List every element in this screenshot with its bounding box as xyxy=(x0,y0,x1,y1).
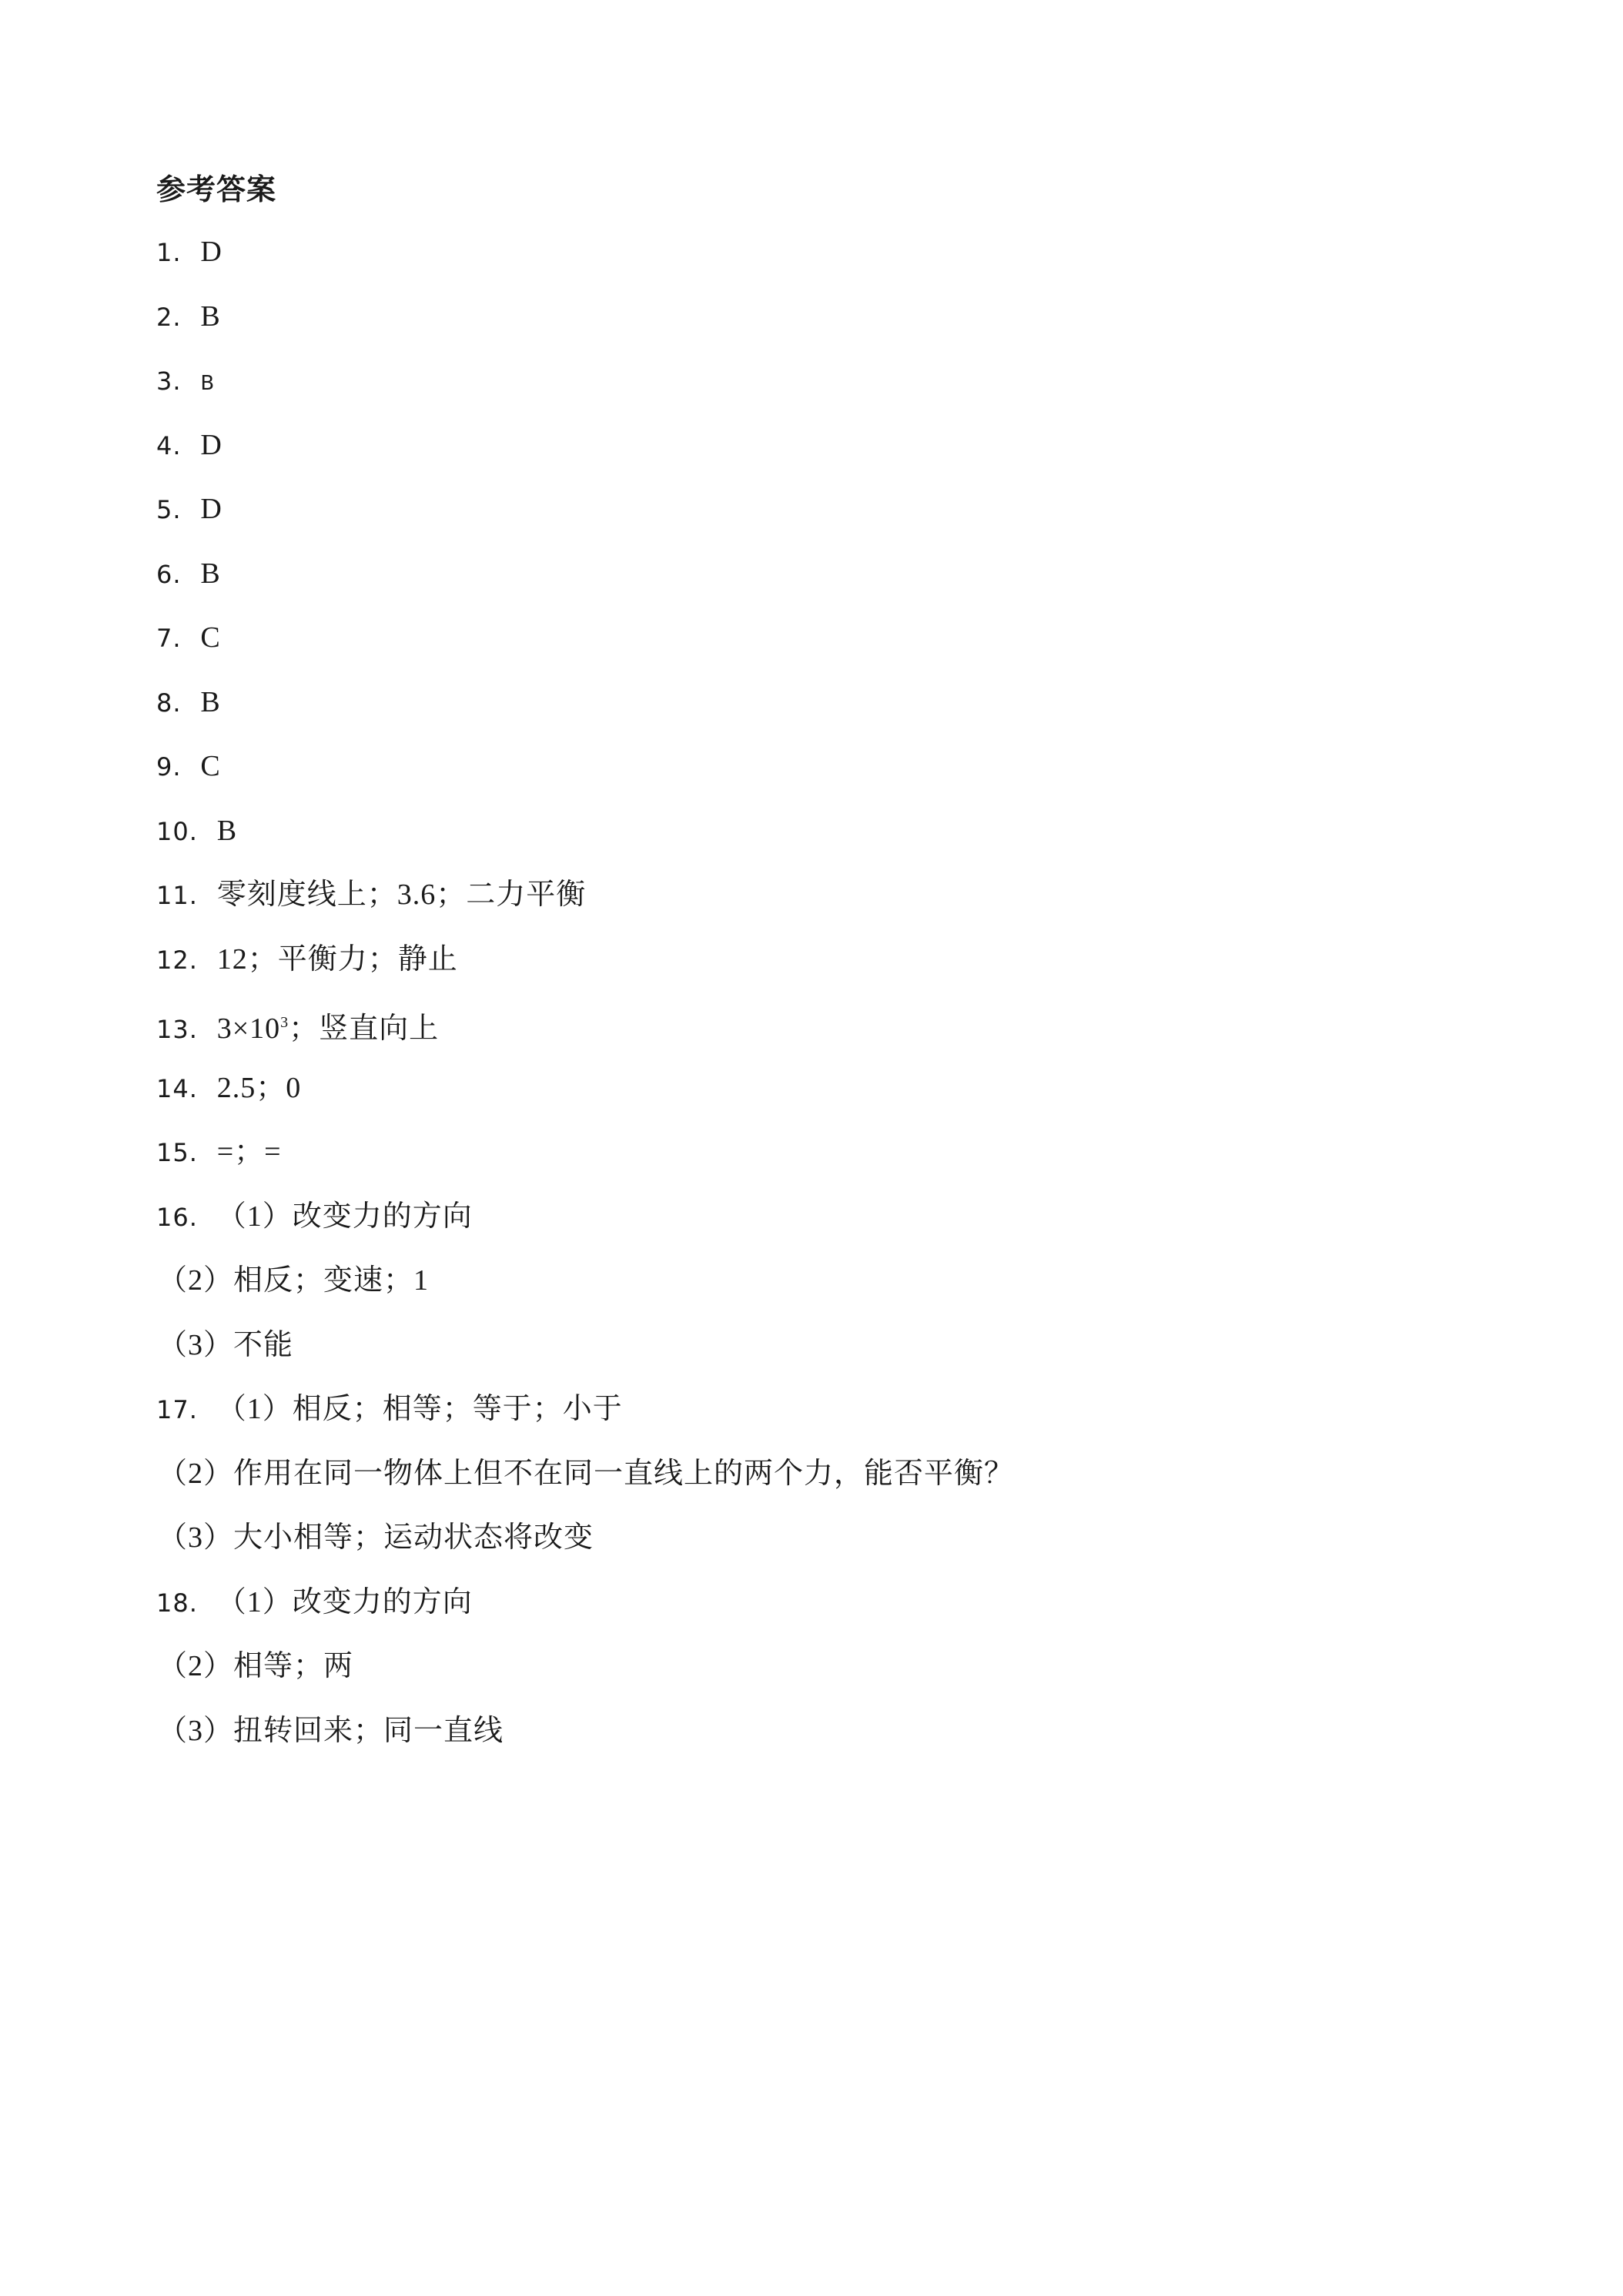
answer-subitem-16-3: （3）不能 xyxy=(158,1328,294,1361)
answer-subitem-17-2: （2）作用在同一物体上但不在同一直线上的两个力，能否平衡？ xyxy=(158,1457,1015,1490)
answer-item-17: 17. （1）相反；相等；等于；小于 xyxy=(156,1393,623,1425)
answer-item-8: 8. B xyxy=(156,685,221,718)
answer-item-14: 14. 2.5；0 xyxy=(156,1071,302,1104)
answer-item-7: 7. C xyxy=(156,621,221,654)
answer-item-15: 15. =；= xyxy=(156,1136,282,1168)
answer-item-4: 4. D xyxy=(156,428,223,461)
answer-subitem-16-2: （2）相反；变速；1 xyxy=(158,1264,430,1297)
page-title: 参考答案 xyxy=(156,172,277,206)
answer-item-11: 11. 零刻度线上；3.6；二力平衡 xyxy=(156,879,587,911)
answer-item-13: 13. $3\times 10^3$；竖直向上 xyxy=(156,1012,440,1045)
answer-list xyxy=(0,231,1623,1774)
answer-item-18: 18. （1）改变力的方向 xyxy=(156,1585,473,1618)
answer-item-12: 12. 12；平衡力；静止 xyxy=(156,942,458,976)
answer-item-1: 1. D xyxy=(156,236,223,268)
answer-item-16: 16. （1）改变力的方向 xyxy=(156,1200,473,1233)
answer-subitem-18-2: （2）相等；两 xyxy=(158,1650,354,1682)
answer-item-9: 9. C xyxy=(156,750,221,782)
answer-subitem-17-3: （3）大小相等；运动状态将改变 xyxy=(158,1521,594,1554)
exponent: 3 xyxy=(280,1014,289,1031)
answer-item-10: 10. B xyxy=(156,814,238,847)
answer-item-5: 5. D xyxy=(156,493,223,525)
answer-item-6: 6. B xyxy=(156,557,221,590)
answer-subitem-18-3: （3）扭转回来；同一直线 xyxy=(158,1714,504,1747)
answer-item-3: 3. B xyxy=(156,366,216,396)
answer-item-2: 2. B xyxy=(156,300,221,333)
